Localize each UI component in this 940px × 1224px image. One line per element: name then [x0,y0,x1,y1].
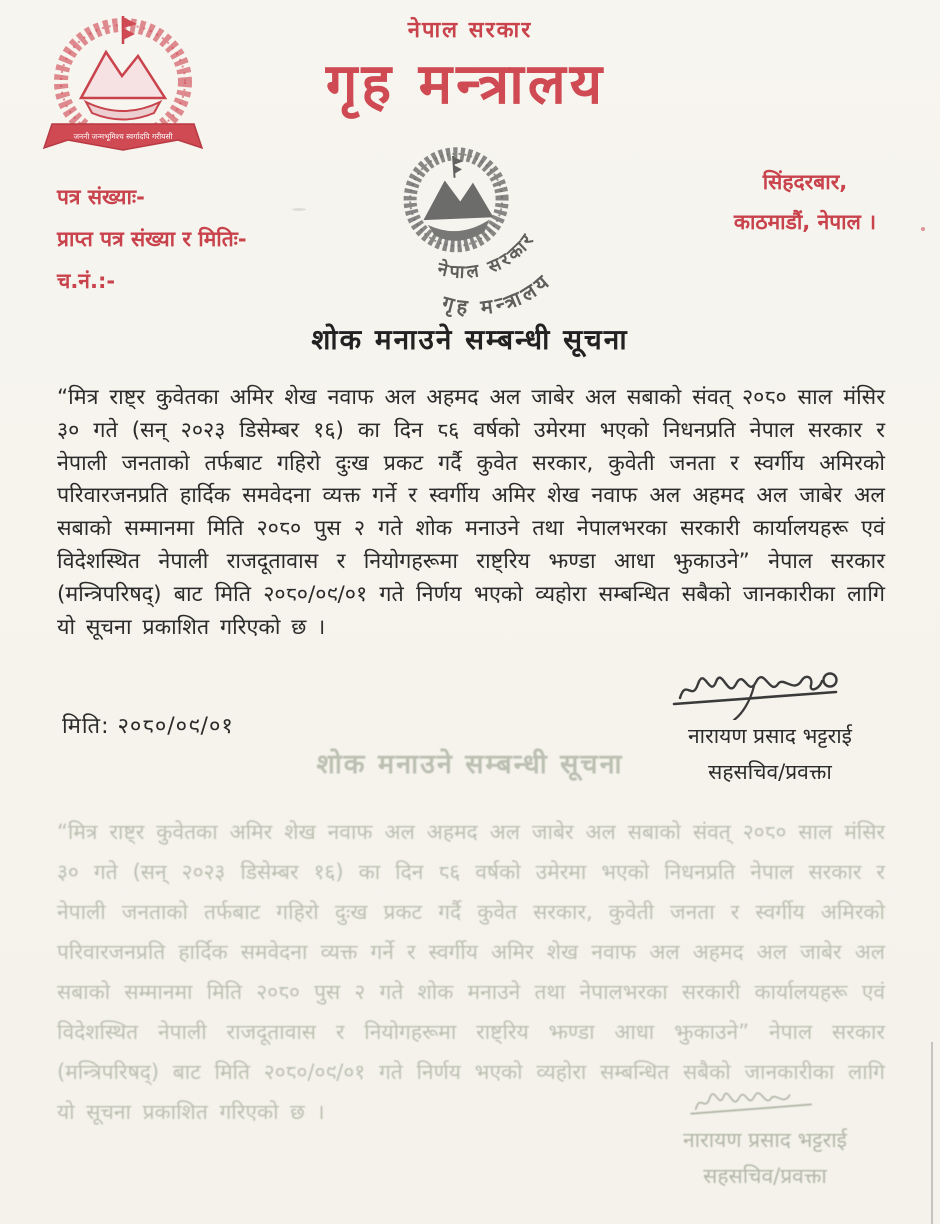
address-line-1: सिंहदरबार, [762,170,848,194]
chalani-number-label: च.नं.:- [57,269,116,293]
received-letter-label: प्राप्त पत्र संख्या र मितिः- [57,227,247,251]
ministry-title: गृह मन्त्रालय [325,52,607,117]
handwritten-signature-icon [670,668,870,720]
bleedthrough-signature-block [630,1086,900,1190]
bleedthrough-notice-title: शोक मनाउने सम्बन्धी सूचना [316,749,624,780]
scan-smudge [292,208,306,211]
notice-title: शोक मनाउने सम्बन्धी सूचना [311,323,629,356]
signatory-designation: सहसचिव/प्रवक्ता [708,760,832,784]
bleedthrough-notice-body: “मित्र राष्ट्र कुवेतका अमिर शेख नवाफ अल अहमद अल जाबेर अल सबाको संवत् २०८० साल मंसिर ३० गते (सन् २०२३ डिसेम्बर १६) का दिन ८६ वर्षको उमेरमा भएको निधनप्रति नेपाल सरकार र नेपाली जनताको तर्फबाट गहिरो दुःख प्रकट गर्दै कुवेत सरकार, कुवेती जनता र स्वर्गीय अमिरको परिवारजनप्रति हार्दिक समवेदना व्यक्त गर्ने र स्वर्गीय अमिर शेख नवाफ अल अहमद अल जाबेर अल सबाको सम्मानमा मिति २०८० पुस २ गते शोक मनाउने तथा नेपालभरका सरकारी कार्यालयहरू एवं विदेशस्थित नेपाली राजदूतावास र नियोगहरूमा राष्ट्रिय झण्डा आधा झुकाउने” नेपाल सरकार (मन्त्रिपरिषद्) बाट मिति २०८०/०९/०१ गते निर्णय भएको व्यहोरा सम्बन्धित सबैको जानकारीका लागि यो सूचना प्रकाशित गरिएको छ । [57,820,885,1124]
emblem-motto-text: जननी जन्मभूमिश्च स्वर्गादपि गरीयसी [73,132,173,141]
ink-speck [921,227,925,231]
government-name: नेपाल सरकार [407,18,533,43]
seal-text-government: नेपाल सरकार [435,228,540,284]
seal-text-ministry: गृह मन्त्रालय [439,267,557,320]
office-address [690,162,920,242]
decision-date: मिति: २०८०/०९/०१ [62,714,234,739]
reference-block [57,176,247,302]
letter-number-label: पत्र संख्याः- [57,185,145,209]
signatory-name: नारायण प्रसाद भट्टराई [688,724,852,748]
notice-body: “मित्र राष्ट्र कुवेतका अमिर शेख नवाफ अल अहमद अल जाबेर अल सबाको संवत् २०८० साल मंसिर ३० गते (सन् २०२३ डिसेम्बर १६) का दिन ८६ वर्षको उमेरमा भएको निधनप्रति नेपाल सरकार र नेपाली जनताको तर्फबाट गहिरो दुःख प्रकट गर्दै कुवेत सरकार, कुवेती जनता र स्वर्गीय अमिरको परिवारजनप्रति हार्दिक समवेदना व्यक्त गर्ने र स्वर्गीय अमिर शेख नवाफ अल अहमद अल जाबेर अल सबाको सम्मानमा मिति २०८० पुस २ गते शोक मनाउने तथा नेपालभरका सरकारी कार्यालयहरू एवं विदेशस्थित नेपाली राजदूतावास र नियोगहरूमा राष्ट्रिय झण्डा आधा झुकाउने” नेपाल सरकार (मन्त्रिपरिषद्) बाट मिति २०८०/०९/०१ गते निर्णय भएको व्यहोरा सम्बन्धित सबैको जानकारीका लागि यो सूचना प्रकाशित गरिएको छ । [57,385,885,640]
address-line-2: काठमाडौं, नेपाल । [733,210,877,234]
ministry-seal-stamp [372,129,594,323]
seal-stamp-icon [372,129,594,323]
bleedthrough-signatory-designation: सहसचिव/प्रवक्ता [703,1164,827,1188]
bleedthrough-signatory-name: नारायण प्रसाद भट्टराई [683,1128,847,1152]
scan-edge-line [931,1042,933,1224]
bleedthrough-signature-icon [665,1086,865,1126]
